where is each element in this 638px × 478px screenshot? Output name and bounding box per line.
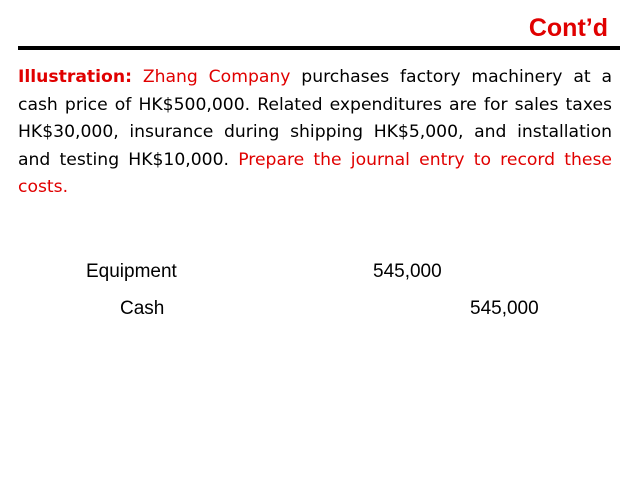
credit-account: Cash [120, 298, 165, 319]
slide-title: Cont’d [528, 14, 608, 42]
debit-account: Equipment [86, 261, 177, 282]
debit-amount: 545,000 [373, 261, 442, 282]
illustration-label: Illustration: [18, 67, 132, 87]
illustration-paragraph [18, 64, 612, 202]
company-name: Zhang Company [142, 67, 291, 87]
illustration-prompt: Prepare the journal entry to record these costs. [18, 149, 612, 197]
illustration-text: purchases factory machinery at a cash price of HK$500,000. Related expenditures are for sales taxes HK$30,000, insurance during shipping HK$5,000, and installation and testing HK$10,000. [18, 67, 612, 170]
title-divider [18, 46, 620, 50]
credit-amount: 545,000 [470, 298, 539, 319]
